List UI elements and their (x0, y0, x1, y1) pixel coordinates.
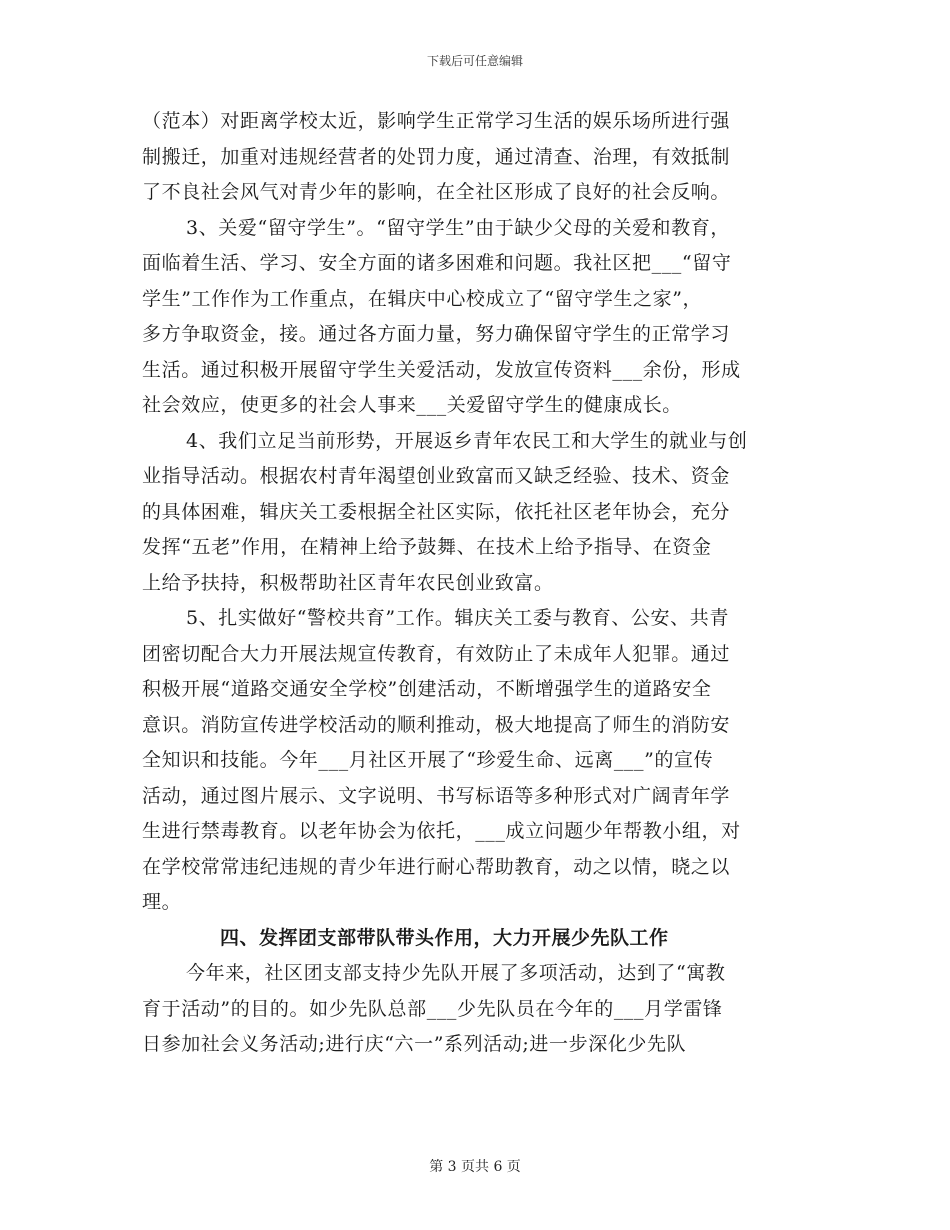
paragraph-line: 了不良社会风气对青少年的影响，在全社区形成了良好的社会反响。 (142, 181, 731, 203)
paragraph-line: 意识。消防宣传进学校活动的顺利推动，极大地提高了师生的消防安 (142, 713, 731, 736)
paragraph-line: 5、扎实做好“警校共育”工作。辑庆关工委与教育、公安、共青 (186, 607, 729, 629)
paragraph-line: 生进行禁毒教育。以老年协会为依托，___成立问题少年帮教小组，对 (142, 820, 741, 842)
paragraph-line: 积极开展“道路交通安全学校”创建活动，不断增强学生的道路安全 (142, 678, 712, 700)
section-heading: 四、发挥团支部带队带头作用，大力开展少先队工作 (220, 926, 669, 949)
paragraph-line: 日参加社会义务活动;进行庆“六一”系列活动;进一步深化少先队 (142, 1033, 687, 1055)
paragraph-line: 业指导活动。根据农村青年渴望创业致富而又缺乏经验、技术、资金 (142, 465, 731, 487)
paragraph-line: 今年来，社区团支部支持少先队开展了多项活动，达到了“寓教 (186, 962, 726, 984)
paragraph-line: 团密切配合大力开展法规宣传教育，有效防止了未成年人犯罪。通过 (142, 642, 731, 665)
paragraph-line: 制搬迁，加重对违规经营者的处罚力度，通过清查、治理，有效抵制 (142, 145, 731, 168)
paragraph-line: 3、关爱“留守学生”。“留守学生”由于缺少父母的关爱和教育， (186, 216, 730, 239)
paragraph-line: 活动，通过图片展示、文字说明、书写标语等多种形式对广阔青年学 (142, 784, 731, 807)
paragraph-line: 发挥“五老”作用，在精神上给予鼓舞、在技术上给予指导、在资金 (142, 536, 712, 558)
paragraph-line: 多方争取资金，接。通过各方面力量，努力确保留守学生的正常学习 (142, 323, 731, 345)
paragraph-line: 理。 (142, 891, 182, 913)
paragraph-line: 4、我们立足当前形势，开展返乡青年农民工和大学生的就业与创 (186, 429, 748, 452)
page-header: 下载后可任意编辑 (426, 54, 523, 68)
paragraph-line: 在学校常常违纪违规的青少年进行耐心帮助教育，动之以情，晓之以 (142, 855, 731, 878)
paragraph-line: 面临着生活、学习、安全方面的诸多困难和问题。我社区把___“留守 (142, 252, 732, 274)
paragraph-line: 生活。通过积极开展留守学生关爱活动，发放宣传资料___余份，形成 (142, 358, 741, 381)
paragraph-line: 上给予扶持，积极帮助社区青年农民创业致富。 (142, 571, 554, 594)
paragraph-line: （范本）对距离学校太近，影响学生正常学习生活的娱乐场所进行强 (142, 110, 731, 132)
paragraph-line: 学生”工作作为工作重点，在辑庆中心校成立了“留守学生之家”， (142, 287, 703, 310)
paragraph-line: 全知识和技能。今年___月社区开展了“珍爱生命、远离___”的宣传 (142, 749, 714, 771)
paragraph-line: 的具体困难，辑庆关工委根据全社区实际，依托社区老年协会，充分 (142, 500, 731, 523)
page-number: 第 3 页共 6 页 (429, 1159, 521, 1175)
document-body (142, 104, 814, 1063)
paragraph-line: 育于活动”的目的。如少先队总部___少先队员在今年的___月学雷锋 (142, 997, 723, 1020)
paragraph-line: 社会效应，使更多的社会人事来___关爱留守学生的健康成长。 (142, 394, 682, 416)
